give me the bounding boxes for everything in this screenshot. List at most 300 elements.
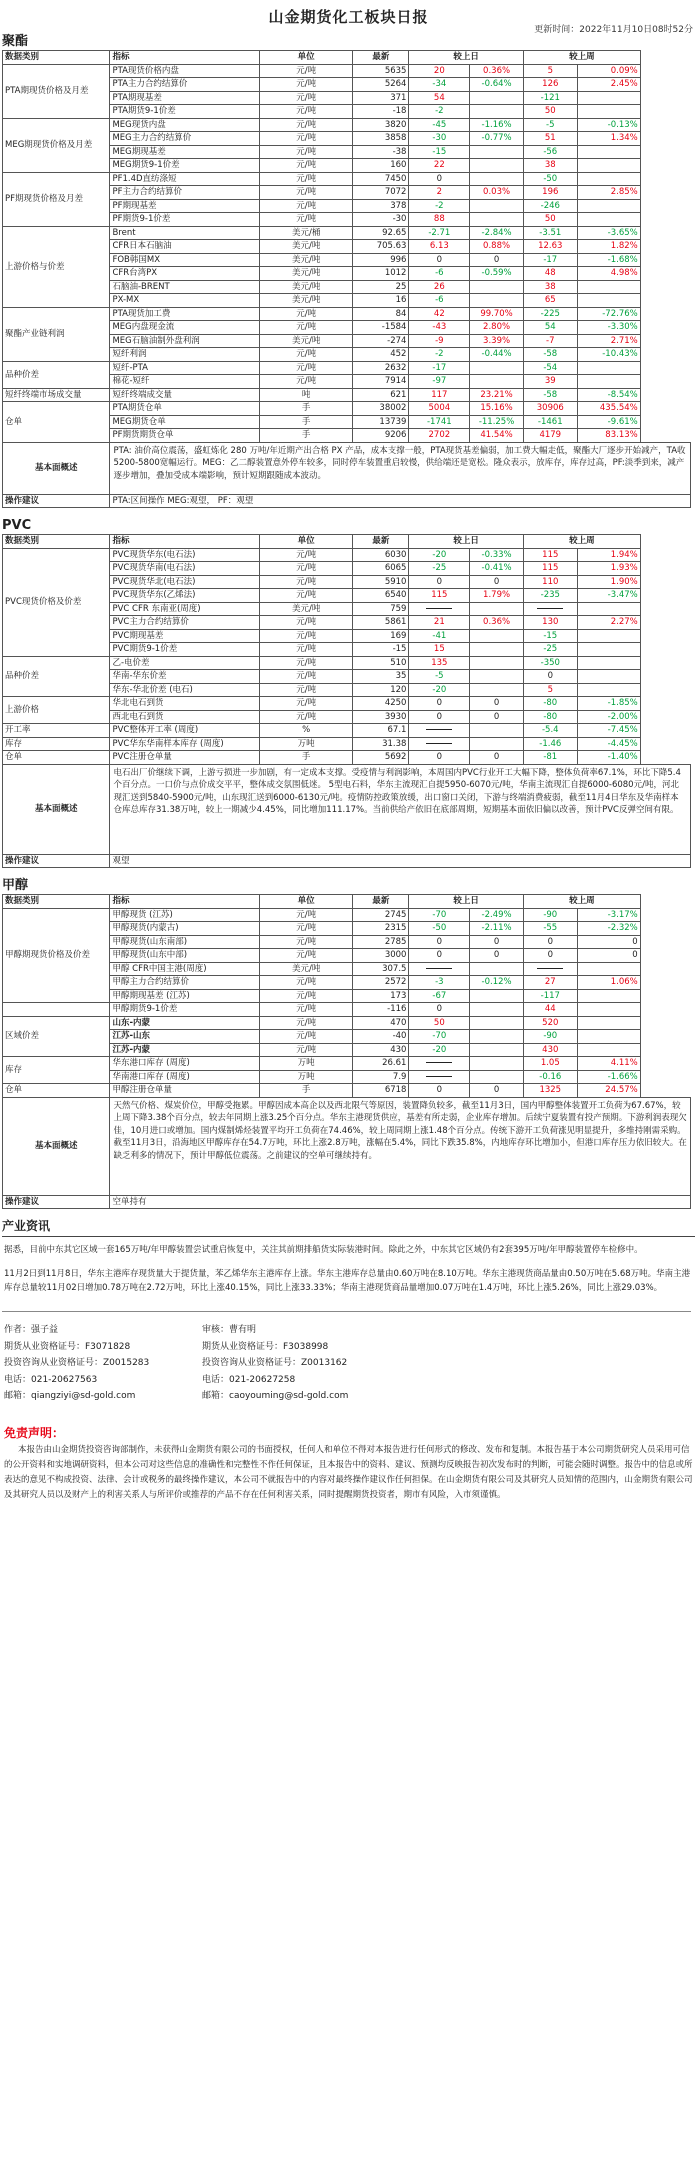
day-pct-cell [470, 105, 524, 119]
week-change-cell: 30906 [523, 402, 577, 416]
unit-cell: 元/吨 [259, 145, 352, 159]
table-row [3, 361, 691, 375]
week-change-cell: -7 [523, 334, 577, 348]
indicator-cell: PF期货期货仓单 [110, 429, 260, 443]
latest-value-cell: 5635 [353, 64, 409, 78]
week-change-cell: 520 [523, 1016, 577, 1030]
latest-value-cell: 6030 [353, 548, 409, 562]
week-change-cell: -56 [523, 145, 577, 159]
column-header-vs-prev-day: 较上日 [409, 535, 523, 549]
latest-value-cell: 430 [353, 1043, 409, 1057]
unit-cell: 元/吨 [259, 922, 352, 936]
day-pct-cell: 15.16% [470, 402, 524, 416]
dash-line [426, 729, 452, 730]
indicator-cell: PTA期货仓单 [110, 402, 260, 416]
unit-cell: 美元/吨 [259, 334, 352, 348]
day-pct-cell: -2.49% [470, 908, 524, 922]
day-change-cell: 0 [409, 935, 470, 949]
category-cell: 仓单 [3, 402, 110, 443]
week-pct-cell: -2.32% [577, 922, 640, 936]
latest-value-cell: -18 [353, 105, 409, 119]
unit-cell: 美元/吨 [259, 267, 352, 281]
indicator-cell: Brent [110, 226, 260, 240]
author-info [4, 1322, 149, 1405]
day-change-cell: -9 [409, 334, 470, 348]
week-pct-cell [577, 199, 640, 213]
indicator-cell: PTA现货价格内盘 [110, 64, 260, 78]
unit-cell: 元/吨 [259, 697, 352, 711]
week-pct-cell: -3.47% [577, 589, 640, 603]
unit-cell: 元/吨 [259, 989, 352, 1003]
advice-label: 操作建议 [3, 854, 110, 868]
day-change-cell: -2.71 [409, 226, 470, 240]
day-pct-cell [470, 1030, 524, 1044]
week-change-cell: -81 [523, 751, 577, 765]
column-header-vs-prev-week: 较上周 [523, 535, 640, 549]
unit-cell: 元/吨 [259, 118, 352, 132]
week-pct-cell: 435.54% [577, 402, 640, 416]
week-change-cell: 115 [523, 562, 577, 576]
day-change-cell: 15 [409, 643, 470, 657]
category-cell: 开工率 [3, 724, 110, 738]
week-change-cell: -117 [523, 989, 577, 1003]
week-pct-cell: 1.90% [577, 575, 640, 589]
indicator-cell: PTA现货加工费 [110, 307, 260, 321]
column-header-idx: 指标 [110, 535, 260, 549]
table-header-row [3, 895, 691, 909]
reviewer-email[interactable]: 邮箱：caoyouming@sd-gold.com [202, 1391, 349, 1401]
day-change-cell: 0 [409, 575, 470, 589]
latest-value-cell: 510 [353, 656, 409, 670]
week-pct-cell: -9.61% [577, 415, 640, 429]
week-change-cell: 5 [523, 683, 577, 697]
indicator-cell: 甲醇注册仓单量 [110, 1084, 260, 1098]
day-change-cell: 2702 [409, 429, 470, 443]
latest-value-cell: 38002 [353, 402, 409, 416]
week-change-cell: 5 [523, 64, 577, 78]
latest-value-cell: 31.38 [353, 737, 409, 751]
day-pct-cell [470, 629, 524, 643]
latest-value-cell: 996 [353, 253, 409, 267]
indicator-cell: PVC现货华南(电石法) [110, 562, 260, 576]
unit-cell: 元/吨 [259, 562, 352, 576]
unit-cell: 元/吨 [259, 199, 352, 213]
day-pct-cell [470, 280, 524, 294]
unit-cell: 元/吨 [259, 589, 352, 603]
day-pct-cell: 0 [470, 751, 524, 765]
day-change-cell: -17 [409, 361, 470, 375]
column-header-idx: 指标 [110, 51, 260, 65]
author-name: 作者：强子益 [4, 1325, 59, 1335]
day-pct-cell: -11.25% [470, 415, 524, 429]
reviewer-name: 审核：曹有明 [202, 1325, 257, 1335]
latest-value-cell: 26.61 [353, 1057, 409, 1071]
day-change-cell: 20 [409, 64, 470, 78]
unit-cell: 万吨 [259, 1070, 352, 1084]
unit-cell: 元/吨 [259, 1003, 352, 1017]
summary-text: 电石出厂价继续下调，上游亏损进一步加剧，有一定成本支撑。受疫情与利润影响，本周国内PVC行业开工大幅下降，整体负荷率67.1%，环比下降5.4个百分点。一口价与点价成交平平，整体成交氛围低迷。 5型电石料，华东主流现汇自提5950-6070元/吨，华南主流现汇自提6000-6080元/吨，河北现汇送到5840-5900元/吨，山东现汇送到6000-6130元/吨。疫情防控政策放缓，出口窗口关闭，下游与终端消费疲弱，截至11月4日华东及华南样本仓库总库存31.38万吨，较上一期减少4.45%，同比增加111.17%。当前供给产依旧在底部周期，短期基本面依旧偏以改善，预计PVC反弹空间有限。 [110, 764, 691, 854]
unit-cell: 元/吨 [259, 361, 352, 375]
week-pct-cell: 1.06% [577, 976, 640, 990]
week-change-cell: 38 [523, 280, 577, 294]
week-change-cell: -90 [523, 908, 577, 922]
latest-value-cell: 7450 [353, 172, 409, 186]
day-pct-cell: -0.33% [470, 548, 524, 562]
day-change-cell: -20 [409, 1043, 470, 1057]
latest-value-cell: 307.5 [353, 962, 409, 976]
unit-cell: 元/吨 [259, 976, 352, 990]
latest-value-cell: 2315 [353, 922, 409, 936]
summary-row [3, 442, 691, 494]
latest-value-cell: 6540 [353, 589, 409, 603]
table-row [3, 1084, 691, 1098]
week-change-cell: 54 [523, 321, 577, 335]
week-change-cell: 1325 [523, 1084, 577, 1098]
unit-cell: % [259, 724, 352, 738]
day-pct-cell: 99.70% [470, 307, 524, 321]
latest-value-cell: 371 [353, 91, 409, 105]
day-change-cell: 54 [409, 91, 470, 105]
week-pct-cell: -3.17% [577, 908, 640, 922]
table-row [3, 388, 691, 402]
news-section [0, 1217, 697, 1295]
latest-value-cell: 705.63 [353, 240, 409, 254]
category-cell: 品种价差 [3, 656, 110, 697]
day-change-cell: -5 [409, 670, 470, 684]
reviewer-license: 期货从业资格证号：F3038998 [202, 1341, 329, 1352]
day-change-cell: -70 [409, 1030, 470, 1044]
dash-line [426, 968, 452, 969]
news-title: 产业资讯 [2, 1219, 51, 1233]
indicator-cell: MEG期货仓单 [110, 415, 260, 429]
table-header-row [3, 51, 691, 65]
day-change-cell: -30 [409, 132, 470, 146]
indicator-cell: 华南港口库存 (周度) [110, 1070, 260, 1084]
latest-value-cell: 621 [353, 388, 409, 402]
week-change-cell: 0 [523, 935, 577, 949]
unit-cell: 万吨 [259, 737, 352, 751]
latest-value-cell: -15 [353, 643, 409, 657]
unit-cell: 元/吨 [259, 548, 352, 562]
column-header-vs-prev-week: 较上周 [523, 895, 640, 909]
day-pct-cell: -1.16% [470, 118, 524, 132]
unit-cell: 元/吨 [259, 629, 352, 643]
week-pct-cell [577, 172, 640, 186]
day-change-cell: -2 [409, 199, 470, 213]
latest-value-cell: 35 [353, 670, 409, 684]
day-pct-cell [470, 989, 524, 1003]
summary-text: 天然气价格、煤炭价位，甲醇受拖累。甲醇因成本高企以及西北限气等原因，装置降负较多，截至11月3日，国内甲醇整体装置开工负荷为67.67%，较上周下降3.38个百分点，较去年同期上涨3.25个百分点。华东主港现货供应，基差有所走弱，企业库存增加。后续宁夏装置有投产预期。下游利润表现欠佳，10月进口或增加。国内煤制烯烃装置平均开工负荷在74.46%，较上周同期上涨1.48个百分点。传统下游开工负荷涨见明显提升，多维持刚需采购。截至11月3日，沿海地区甲醇库存在54.7万吨，环比上涨2.8万吨，涨幅在5.4%，同比下跌35.8%，内地库存环比增加小，但港口库存压力依旧较大。在缺乏利多的情况下，预计甲醇低位震荡。之前建议的空单可继续持有。 [110, 1097, 691, 1195]
disclaimer-title: 免责声明： [4, 1426, 65, 1440]
week-pct-cell [577, 656, 640, 670]
disclaimer-text: 本报告由山金期货投资咨询部制作，未获得山金期货有限公司的书面授权，任何人和单位不得对本报告进行任何形式的修改、发布和复制。本报告基于本公司期货研究人员采用可信的公开资料和实地调研资料，但本公司对这些信息的准确性和完整性不作任何保证，且本报告中的资料、建议、预测均反映报告初次发布时的判断，可能会随时调整。报告中的信息或所表达的意见不构成投资、法律、会计或税务的最终操作建议，本公司不就报告中的内容对最终操作建议作任何担保。在山金期货有限公司及其研究人员知情的范围内，山金期货有限公司及其研究人员以及财产上的利害关系人与所评价或推荐的产品不存在任何利害关系，同时提醒期货投资者，期市有风险，入市须谨慎。 [4, 1445, 693, 1500]
authors-block [2, 1311, 691, 1416]
methanol-section [0, 878, 697, 1209]
day-pct-cell: -0.12% [470, 976, 524, 990]
table-header-row [3, 535, 691, 549]
update-time: 更新时间：2022年11月10日08时52分 [534, 25, 693, 35]
day-change-cell: 115 [409, 589, 470, 603]
week-change-cell: -5 [523, 118, 577, 132]
indicator-cell: 乙-电价差 [110, 656, 260, 670]
unit-cell: 美元/桶 [259, 226, 352, 240]
week-change-cell: -58 [523, 388, 577, 402]
day-pct-cell [470, 1043, 524, 1057]
week-change-cell: -225 [523, 307, 577, 321]
latest-value-cell: 3820 [353, 118, 409, 132]
unit-cell: 手 [259, 429, 352, 443]
week-pct-cell [577, 105, 640, 119]
table-row [3, 1016, 691, 1030]
week-change-cell: 4179 [523, 429, 577, 443]
news-paragraph: 11月2日到11月8日，华东主港库存现货量大于提货量，苯乙烯华东主港库存上涨。华东主港库存总量由0.60万吨在8.10万吨。华东主港现货商品量由0.50万吨在5.68万吨。华南主港库存总量较11月02日增加0.78万吨在2.72万吨，环比上涨40.15%，同比上涨33.33%；华南主港现货商品量增加0.07万吨在1.4万吨，环比上涨5.26%，同比上涨29.03%。 [4, 1269, 691, 1293]
day-change-cell: 0 [409, 949, 470, 963]
unit-cell: 元/吨 [259, 935, 352, 949]
category-cell: PVC现货价格及价差 [3, 548, 110, 656]
indicator-cell: PVC现货华东(电石法) [110, 548, 260, 562]
day-pct-cell: 0 [470, 935, 524, 949]
day-change-cell: 26 [409, 280, 470, 294]
category-cell: 上游价格 [3, 697, 110, 724]
day-change-cell [409, 737, 470, 751]
day-pct-cell [470, 724, 524, 738]
day-pct-cell: 0 [470, 949, 524, 963]
week-pct-cell: -1.40% [577, 751, 640, 765]
table-row [3, 226, 691, 240]
indicator-cell: PF期货9-1价差 [110, 213, 260, 227]
day-change-cell: 22 [409, 159, 470, 173]
unit-cell: 手 [259, 415, 352, 429]
category-cell: 仓单 [3, 1084, 110, 1098]
unit-cell: 元/吨 [259, 64, 352, 78]
indicator-cell: 华北电石到货 [110, 697, 260, 711]
latest-value-cell: 470 [353, 1016, 409, 1030]
unit-cell: 手 [259, 751, 352, 765]
latest-value-cell: -1584 [353, 321, 409, 335]
day-change-cell [409, 1057, 470, 1071]
day-change-cell: -6 [409, 294, 470, 308]
day-change-cell [409, 724, 470, 738]
unit-cell: 元/吨 [259, 710, 352, 724]
latest-value-cell: 67.1 [353, 724, 409, 738]
day-pct-cell [470, 656, 524, 670]
latest-value-cell: 13739 [353, 415, 409, 429]
week-pct-cell [577, 1003, 640, 1017]
week-pct-cell: 0 [577, 935, 640, 949]
indicator-cell: PTA期现基差 [110, 91, 260, 105]
day-pct-cell [470, 962, 524, 976]
day-pct-cell [470, 643, 524, 657]
week-change-cell: -3.51 [523, 226, 577, 240]
indicator-cell: PVC现货华北(电石法) [110, 575, 260, 589]
section-title: 聚酯 [2, 34, 29, 49]
week-pct-cell [577, 213, 640, 227]
author-consult-license: 投资咨询从业资格证号：Z0015283 [4, 1358, 150, 1368]
column-header-vs-prev-day: 较上日 [409, 51, 523, 65]
report-title: 山金期货化工板块日报 [268, 8, 429, 26]
indicator-cell: PTA期货9-1价差 [110, 105, 260, 119]
week-change-cell: -54 [523, 361, 577, 375]
unit-cell: 元/吨 [259, 1016, 352, 1030]
unit-cell: 元/吨 [259, 908, 352, 922]
summary-label: 基本面概述 [3, 442, 110, 494]
juzhi-table [2, 50, 691, 508]
latest-value-cell: 173 [353, 989, 409, 1003]
indicator-cell: PF主力合约结算价 [110, 186, 260, 200]
table-row [3, 64, 691, 78]
section-title: 甲醇 [2, 878, 29, 893]
indicator-cell: PVC注册仓单量 [110, 751, 260, 765]
indicator-cell: 甲醇主力合约结算价 [110, 976, 260, 990]
day-change-cell: -43 [409, 321, 470, 335]
day-pct-cell: 2.80% [470, 321, 524, 335]
indicator-cell: 短纤利润 [110, 348, 260, 362]
author-email[interactable]: 邮箱：qiangziyi@sd-gold.com [4, 1391, 136, 1401]
indicator-cell: PF期现基差 [110, 199, 260, 213]
week-pct-cell: -1.66% [577, 1070, 640, 1084]
day-pct-cell [470, 294, 524, 308]
day-change-cell: 0 [409, 253, 470, 267]
unit-cell: 吨 [259, 388, 352, 402]
week-change-cell: -1461 [523, 415, 577, 429]
indicator-cell: PF1.4D直纺涤短 [110, 172, 260, 186]
day-pct-cell: 0.36% [470, 64, 524, 78]
unit-cell: 美元/吨 [259, 240, 352, 254]
week-change-cell: 0 [523, 949, 577, 963]
week-change-cell: 126 [523, 78, 577, 92]
indicator-cell: CFR台湾PX [110, 267, 260, 281]
indicator-cell: 甲醇 CFR中国主港(周度) [110, 962, 260, 976]
week-pct-cell: -8.54% [577, 388, 640, 402]
day-change-cell: 0 [409, 697, 470, 711]
category-cell: 上游价格与价差 [3, 226, 110, 307]
unit-cell: 元/吨 [259, 78, 352, 92]
week-change-cell: -350 [523, 656, 577, 670]
latest-value-cell: 120 [353, 683, 409, 697]
latest-value-cell: 759 [353, 602, 409, 616]
week-pct-cell: 24.57% [577, 1084, 640, 1098]
week-pct-cell: -4.45% [577, 737, 640, 751]
latest-value-cell: 25 [353, 280, 409, 294]
advice-text: PTA:区间操作 MEG:观望， PF：观望 [110, 494, 691, 508]
category-cell: 品种价差 [3, 361, 110, 388]
week-pct-cell [577, 643, 640, 657]
week-change-cell: -15 [523, 629, 577, 643]
indicator-cell: 华东-华北价差 (电石) [110, 683, 260, 697]
unit-cell: 元/吨 [259, 132, 352, 146]
week-change-cell: 50 [523, 213, 577, 227]
table-row [3, 751, 691, 765]
week-pct-cell: 2.85% [577, 186, 640, 200]
table-row [3, 1003, 691, 1017]
dash-line [426, 608, 452, 609]
day-pct-cell [470, 683, 524, 697]
column-header-idx: 指标 [110, 895, 260, 909]
day-change-cell: 0 [409, 710, 470, 724]
latest-value-cell: 92.65 [353, 226, 409, 240]
week-change-cell: -25 [523, 643, 577, 657]
column-header-cat: 数据类别 [3, 895, 110, 909]
unit-cell: 元/吨 [259, 643, 352, 657]
day-change-cell: -41 [409, 629, 470, 643]
week-change-cell: -90 [523, 1030, 577, 1044]
table-row [3, 1057, 691, 1071]
unit-cell: 元/吨 [259, 91, 352, 105]
day-change-cell: 21 [409, 616, 470, 630]
table-row [3, 307, 691, 321]
day-pct-cell [470, 91, 524, 105]
table-row [3, 118, 691, 132]
advice-text: 空单持有 [110, 1195, 691, 1209]
day-pct-cell: 41.54% [470, 429, 524, 443]
day-pct-cell: -0.77% [470, 132, 524, 146]
week-change-cell: 110 [523, 575, 577, 589]
latest-value-cell: 7072 [353, 186, 409, 200]
week-pct-cell: -1.85% [577, 697, 640, 711]
week-pct-cell: -1.68% [577, 253, 640, 267]
unit-cell: 美元/吨 [259, 962, 352, 976]
week-pct-cell [577, 602, 640, 616]
unit-cell: 元/吨 [259, 172, 352, 186]
week-change-cell: -235 [523, 589, 577, 603]
week-pct-cell: 4.98% [577, 267, 640, 281]
day-change-cell: 50 [409, 1016, 470, 1030]
unit-cell: 元/吨 [259, 1030, 352, 1044]
unit-cell: 元/吨 [259, 575, 352, 589]
latest-value-cell: 3930 [353, 710, 409, 724]
latest-value-cell: 3000 [353, 949, 409, 963]
day-change-cell: -70 [409, 908, 470, 922]
indicator-cell: MEG现货内盘 [110, 118, 260, 132]
week-change-cell: 1.05 [523, 1057, 577, 1071]
indicator-cell: 西北电石到货 [110, 710, 260, 724]
news-paragraph: 据悉，目前中东其它区域一套165万吨/年甲醇装置尝试重启恢复中，关注其前期排船货实际装港时间。除此之外，中东其它区域仍有2套395万吨/年甲醇装置停车检修中。 [4, 1245, 643, 1255]
indicator-cell: 甲醇现货 (江苏) [110, 908, 260, 922]
day-pct-cell: 0 [470, 1084, 524, 1098]
category-cell: PTA期现货价格及月差 [3, 64, 110, 118]
column-header-unit: 单位 [259, 535, 352, 549]
author-phone: 电话：021-20627563 [4, 1374, 98, 1385]
day-pct-cell: -0.59% [470, 267, 524, 281]
author-license: 期货从业资格证号：F3071828 [4, 1341, 131, 1352]
latest-value-cell: 4250 [353, 697, 409, 711]
indicator-cell: PVC期货9-1价差 [110, 643, 260, 657]
day-pct-cell: 1.79% [470, 589, 524, 603]
day-pct-cell: 0 [470, 253, 524, 267]
day-pct-cell: 0 [470, 710, 524, 724]
table-row [3, 656, 691, 670]
day-change-cell: -34 [409, 78, 470, 92]
unit-cell: 美元/吨 [259, 602, 352, 616]
indicator-cell: PVC CFR 东南亚(周度) [110, 602, 260, 616]
indicator-cell: MEG期现基差 [110, 145, 260, 159]
week-change-cell: 27 [523, 976, 577, 990]
day-change-cell: -67 [409, 989, 470, 1003]
week-pct-cell [577, 1016, 640, 1030]
pvc-section [0, 518, 697, 868]
day-pct-cell: -2.11% [470, 922, 524, 936]
latest-value-cell: 6065 [353, 562, 409, 576]
table-row [3, 697, 691, 711]
week-pct-cell [577, 670, 640, 684]
summary-row [3, 764, 691, 854]
week-pct-cell: 1.82% [577, 240, 640, 254]
latest-value-cell: -274 [353, 334, 409, 348]
week-change-cell: 44 [523, 1003, 577, 1017]
week-pct-cell: 2.71% [577, 334, 640, 348]
latest-value-cell: 2632 [353, 361, 409, 375]
reviewer-phone: 电话：021-20627258 [202, 1374, 296, 1385]
